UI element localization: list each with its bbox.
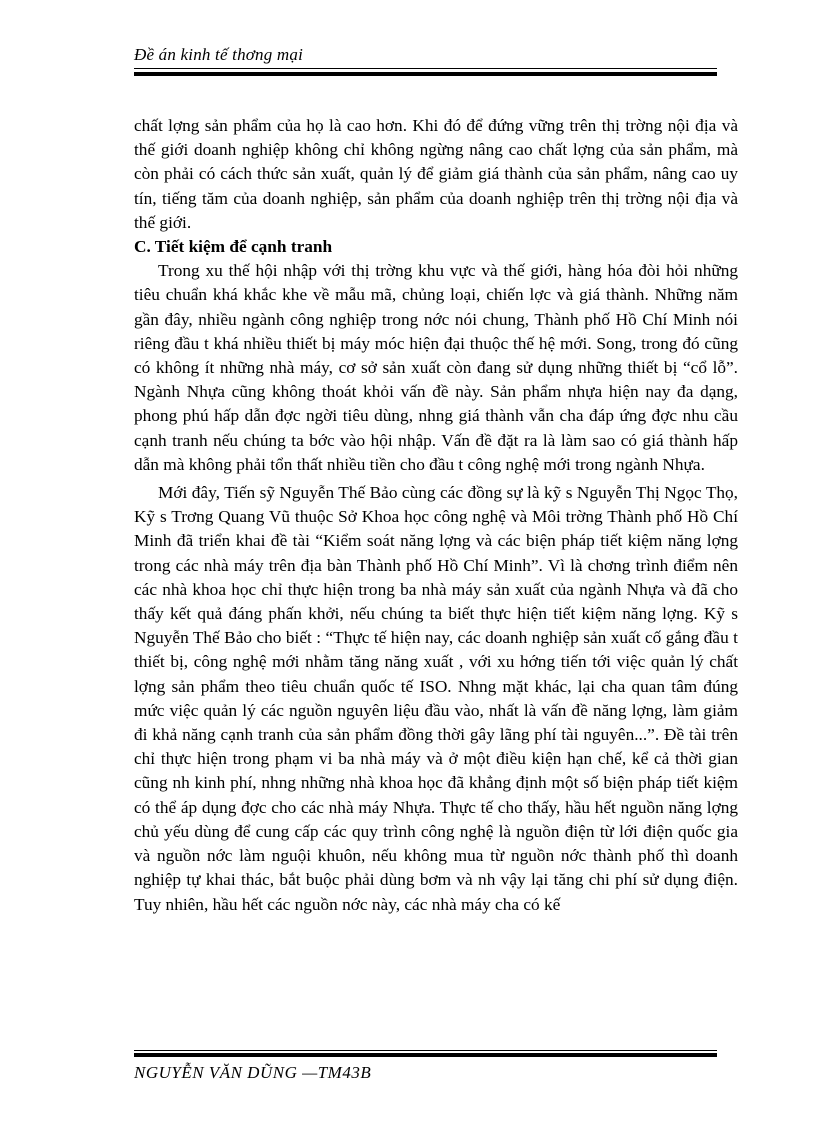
paragraph-research: Mới đây, Tiến sỹ Nguyễn Thế Bảo cùng các đồng sự là kỹ s Nguyễn Thị Ngọc Thọ, Kỹ s Trơng Quang Vũ thuộc Sở Khoa học công nghệ và Môi trờng Thành phố Hồ Chí Minh đã triển khai đề tài “Kiểm soát năng lợng và các biện pháp tiết kiệm năng lợng trong các nhà máy trên địa bàn Thành phố Hồ Chí Minh”. Vì là chơng trình điểm nên các nhà khoa học chỉ thực hiện trong ba nhà máy sản xuất của ngành Nhựa và đã cho thấy kết quả đáng phấn khởi, nếu chúng ta biết thực hiện tiết kiệm năng lợng. Kỹ s Nguyễn Thế Bảo cho biết : “Thực tế hiện nay, các doanh nghiệp sản xuất cố gắng đầu t thiết bị, công nghệ mới nhằm tăng năng xuất , với xu hớng tiến tới việc quản lý chất lợng sản phẩm theo tiêu chuẩn quốc tế ISO. Nhng mặt khác, lại cha quan tâm đúng mức việc quản lý các nguồn nguyên liệu đầu vào, nhất là vấn đề năng lợng, làm giảm đi khả năng cạnh tranh của sản phẩm đồng thời gây lãng phí tài nguyên...”. Đề tài trên chỉ thực hiện trong phạm vi ba nhà máy và ở một điều kiện hạn chế, kể cả thời gian cũng nh kinh phí, nhng những nhà khoa học đã khẳng định một số biện pháp tiết kiệm có thể áp dụng đợc cho các nhà máy Nhựa. Thực tế cho thấy, hầu hết nguồn năng lợng chủ yếu dùng để cung cấp các quy trình công nghệ là nguồn điện từ lới điện quốc gia và nguồn nớc làm nguội khuôn, nếu không mua từ nguồn nớc thành phố thì doanh nghiệp tự khai thác, bắt buộc phải dùng bơm và nh vậy lại tăng chi phí sử dụng điện. Tuy nhiên, hầu hết các nguồn nớc này, các nhà máy cha có kế bbox=[134, 483, 738, 914]
paragraph-context: Trong xu thế hội nhập với thị trờng khu vực và thế giới, hàng hóa đòi hỏi những tiêu chuẩn khá khắc khe về mẫu mã, chủng loại, chiến lợc và giá thành. Những năm gần đây, nhiều ngành công nghiệp trong nớc nói chung, Thành phố Hồ Chí Minh nói riêng đầu t khá nhiều thiết bị máy móc hiện đại thuộc thế hệ mới. Song, trong đó cũng có không ít những nhà máy, cơ sở sản xuất còn đang sử dụng những thiết bị “cổ lỗ”. Ngành Nhựa cũng không thoát khỏi vấn đề này. Sản phẩm nhựa hiện nay đa dạng, phong phú hấp dẫn đợc ngời tiêu dùng, nhng giá thành vẫn cha đáp ứng đợc nhu cầu cạnh tranh nếu chúng ta bớc vào hội nhập. Vấn đề đặt ra là làm sao có giá thành hấp dẫn mà không phải tổn thất nhiều tiền cho đầu t công nghệ mới trong ngành Nhựa. bbox=[134, 261, 738, 474]
section-heading: C. Tiết kiệm để cạnh tranh bbox=[134, 237, 333, 257]
page-header bbox=[134, 44, 717, 76]
footer-rule-thin bbox=[134, 1050, 717, 1051]
document-body bbox=[134, 114, 738, 917]
footer-rule-thick bbox=[134, 1053, 717, 1057]
footer-author: NGUYỄN VĂN DŨNG —TM43B bbox=[134, 1063, 372, 1082]
page-footer bbox=[134, 1050, 717, 1083]
header-title: Đề án kinh tế thơng mại bbox=[134, 45, 304, 64]
paragraph-intro: chất lợng sản phẩm của họ là cao hơn. Khi đó để đứng vững trên thị trờng nội địa và thế giới doanh nghiệp không chỉ không ngừng nâng cao chất lợng của sản phẩm, mà còn phải có cách thức sản xuất, quản lý để giảm giá thành của sản phẩm, nâng cao uy tín, tiếng tăm của doanh nghiệp, sản phẩm của doanh nghiệp trên thị trờng nội địa và thế giới. bbox=[134, 116, 738, 232]
header-rule-thick bbox=[134, 72, 717, 76]
header-rule-thin bbox=[134, 68, 717, 69]
